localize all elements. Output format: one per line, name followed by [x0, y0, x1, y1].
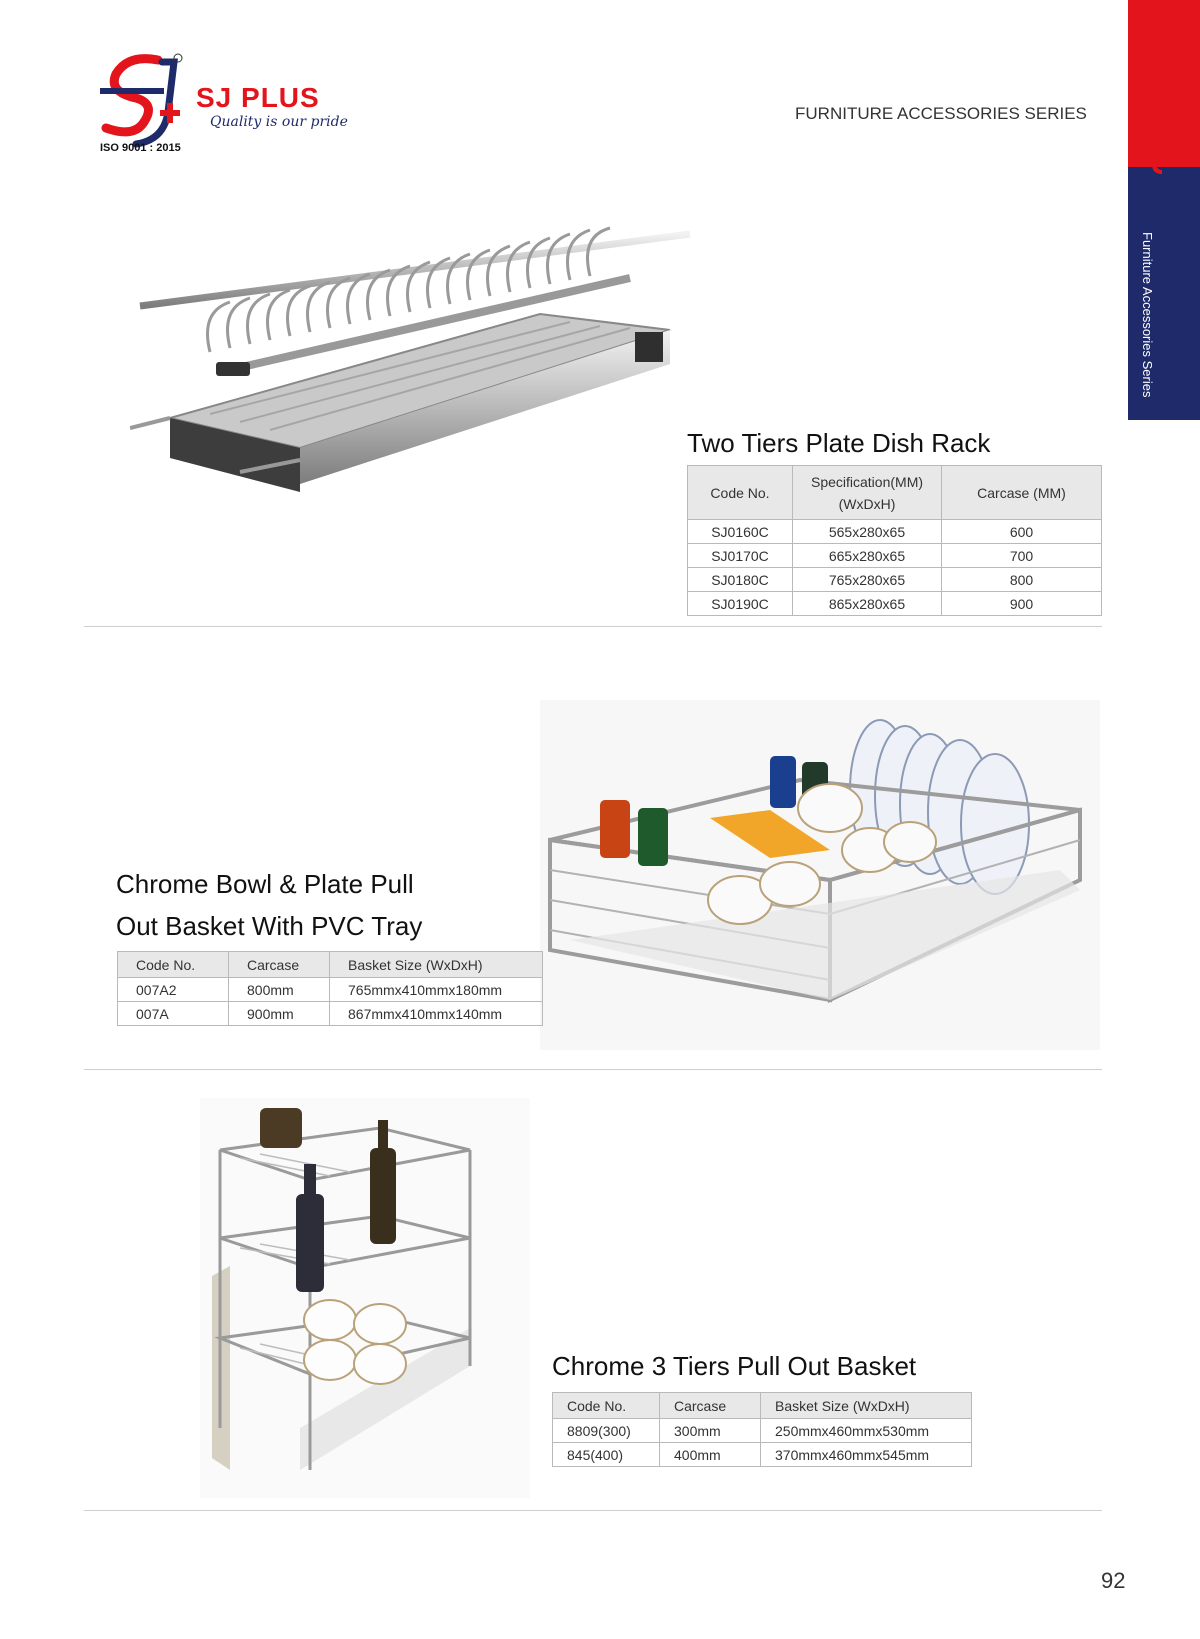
- table-cell: SJ0180C: [688, 568, 793, 592]
- product-title-dish-rack: Two Tiers Plate Dish Rack: [687, 428, 991, 458]
- table-cell: 007A: [118, 1002, 229, 1026]
- table-cell: 765mmx410mmx180mm: [330, 978, 543, 1002]
- table-row: [688, 592, 1102, 616]
- table-header-row: [118, 952, 543, 978]
- brand-tagline: Quality is our pride: [210, 114, 348, 130]
- pull-out-basket-photo: [540, 700, 1100, 1050]
- section-divider: [84, 626, 1102, 627]
- column-header: Carcase (MM): [942, 466, 1102, 520]
- side-band-label: Furniture Accessories Series: [1140, 232, 1155, 398]
- series-heading: FURNITURE ACCESSORIES SERIES: [795, 104, 1087, 123]
- title-line-2: Out Basket With PVC Tray: [116, 911, 423, 941]
- table-cell: 900mm: [229, 1002, 330, 1026]
- table-cell: 800: [942, 568, 1102, 592]
- title-line-1: Chrome Bowl & Plate Pull: [116, 869, 414, 899]
- table-cell: 900: [942, 592, 1102, 616]
- dish-rack-spec-table: [687, 465, 1102, 616]
- three-tier-basket-spec-table: [552, 1392, 972, 1467]
- table-cell: 565x280x65: [793, 520, 942, 544]
- table-cell: 700: [942, 544, 1102, 568]
- brand-name: SJ PLUS: [196, 82, 320, 113]
- column-header: Carcase: [660, 1393, 761, 1419]
- table-cell: 400mm: [660, 1443, 761, 1467]
- dish-rack-photo: [130, 222, 720, 522]
- table-cell: SJ0170C: [688, 544, 793, 568]
- column-header: Basket Size (WxDxH): [761, 1393, 972, 1419]
- table-cell: 007A2: [118, 978, 229, 1002]
- table-cell: 250mmx460mmx530mm: [761, 1419, 972, 1443]
- table-row: [118, 1002, 543, 1026]
- product-title-three-tier-basket: Chrome 3 Tiers Pull Out Basket: [552, 1351, 917, 1381]
- column-header: Basket Size (WxDxH): [330, 952, 543, 978]
- section-divider: [84, 1069, 1102, 1070]
- table-cell: SJ0190C: [688, 592, 793, 616]
- table-cell: 845(400): [553, 1443, 660, 1467]
- column-header: Code No.: [553, 1393, 660, 1419]
- table-row: [688, 568, 1102, 592]
- iso-certification: ISO 9001 : 2015: [100, 142, 181, 154]
- table-row: [688, 520, 1102, 544]
- column-header: Code No.: [688, 466, 793, 520]
- table-cell: 370mmx460mmx545mm: [761, 1443, 972, 1467]
- table-row: [118, 978, 543, 1002]
- page-number: 92: [1101, 1568, 1126, 1593]
- table-cell: 300mm: [660, 1419, 761, 1443]
- table-row: [688, 544, 1102, 568]
- table-header-row: [553, 1393, 972, 1419]
- section-divider: [84, 1510, 1102, 1511]
- table-row: [553, 1419, 972, 1443]
- product-title-pull-out-basket: [116, 863, 516, 947]
- pull-out-basket-spec-table: [117, 951, 543, 1026]
- three-tier-basket-photo: [200, 1098, 530, 1498]
- table-cell: 8809(300): [553, 1419, 660, 1443]
- table-row: [553, 1443, 972, 1467]
- table-cell: 665x280x65: [793, 544, 942, 568]
- table-cell: 600: [942, 520, 1102, 544]
- table-header-row: [688, 466, 1102, 520]
- table-cell: 800mm: [229, 978, 330, 1002]
- column-header: Specification(MM) (WxDxH): [793, 466, 942, 520]
- table-cell: SJ0160C: [688, 520, 793, 544]
- side-band-red: [1128, 0, 1200, 167]
- side-band-logo-icon: [1150, 140, 1164, 174]
- table-cell: 765x280x65: [793, 568, 942, 592]
- column-header: Carcase: [229, 952, 330, 978]
- table-cell: 867mmx410mmx140mm: [330, 1002, 543, 1026]
- column-header: Code No.: [118, 952, 229, 978]
- table-cell: 865x280x65: [793, 592, 942, 616]
